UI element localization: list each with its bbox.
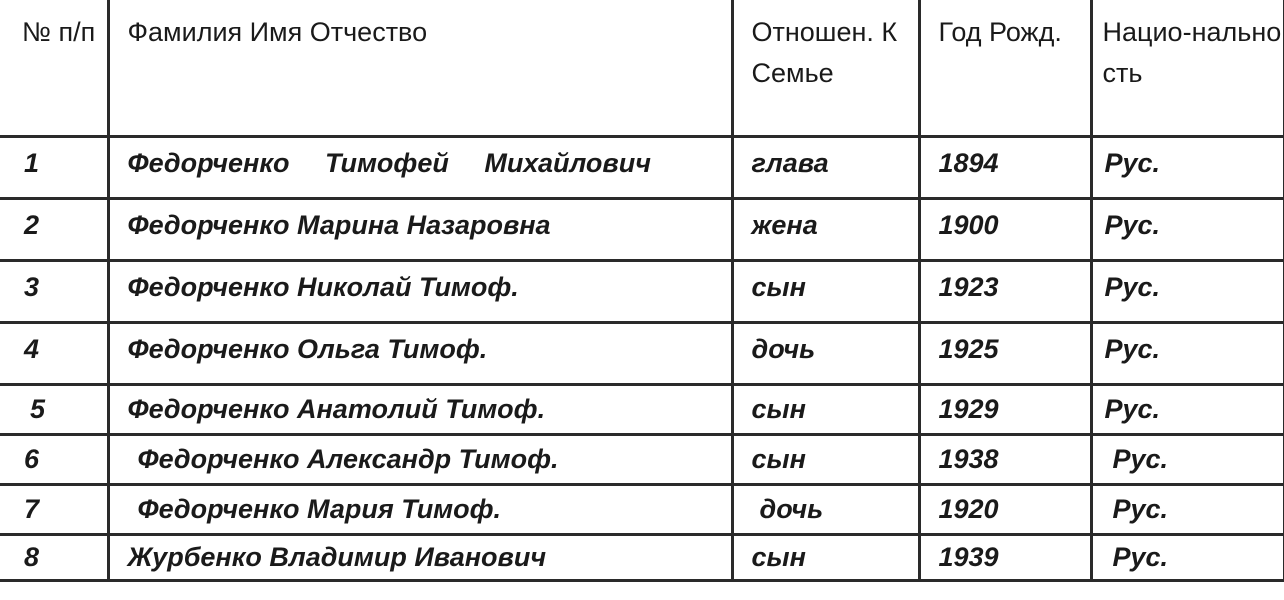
- cell-num: 8: [0, 534, 108, 580]
- cell-relation: глава: [732, 136, 919, 198]
- cell-relation: сын: [732, 384, 919, 434]
- cell-year: 1925: [919, 322, 1091, 384]
- cell-year: 1938: [919, 434, 1091, 484]
- cell-year: 1920: [919, 484, 1091, 534]
- cell-nationality: Рус.: [1091, 136, 1284, 198]
- cell-name: Федорченко Ольга Тимоф.: [108, 322, 732, 384]
- cell-num: 2: [0, 198, 108, 260]
- cell-year: 1929: [919, 384, 1091, 434]
- table-header-row: [0, 0, 1284, 136]
- cell-relation: сын: [732, 434, 919, 484]
- cell-nationality: Рус.: [1091, 384, 1284, 434]
- cell-name: Федорченко Анатолий Тимоф.: [108, 384, 732, 434]
- header-relation: Отношен. К Семье: [732, 0, 919, 136]
- cell-nationality: Рус.: [1091, 434, 1284, 484]
- cell-relation: сын: [732, 260, 919, 322]
- cell-year: 1939: [919, 534, 1091, 580]
- cell-name: Федорченко Тимофей Михайлович: [108, 136, 732, 198]
- cell-name: Федорченко Николай Тимоф.: [108, 260, 732, 322]
- cell-year: 1900: [919, 198, 1091, 260]
- cell-relation: сын: [732, 534, 919, 580]
- cell-num: 7: [0, 484, 108, 534]
- table-row: [0, 322, 1284, 384]
- cell-nationality: Рус.: [1091, 534, 1284, 580]
- cell-year: 1923: [919, 260, 1091, 322]
- cell-relation: дочь: [732, 322, 919, 384]
- cell-relation: жена: [732, 198, 919, 260]
- cell-year: 1894: [919, 136, 1091, 198]
- cell-nationality: Рус.: [1091, 198, 1284, 260]
- cell-name: Федорченко Марина Назаровна: [108, 198, 732, 260]
- table-row: [0, 434, 1284, 484]
- header-num: № п/п: [0, 0, 108, 136]
- cell-num: 6: [0, 434, 108, 484]
- table-row: [0, 484, 1284, 534]
- cell-relation: дочь: [732, 484, 919, 534]
- cell-num: 4: [0, 322, 108, 384]
- table-row: [0, 198, 1284, 260]
- cell-num: 1: [0, 136, 108, 198]
- cell-name: Федорченко Александр Тимоф.: [108, 434, 732, 484]
- header-nationality: Нацио-нальность: [1091, 0, 1284, 136]
- cell-nationality: Рус.: [1091, 484, 1284, 534]
- cell-nationality: Рус.: [1091, 260, 1284, 322]
- cell-nationality: Рус.: [1091, 322, 1284, 384]
- cell-num: 3: [0, 260, 108, 322]
- table-row: [0, 384, 1284, 434]
- cell-num: 5: [0, 384, 108, 434]
- table-row: [0, 260, 1284, 322]
- table-row: [0, 534, 1284, 580]
- header-name: Фамилия Имя Отчество: [108, 0, 732, 136]
- cell-name: Федорченко Мария Тимоф.: [108, 484, 732, 534]
- header-year: Год Рожд.: [919, 0, 1091, 136]
- table-row: [0, 136, 1284, 198]
- cell-name: Журбенко Владимир Иванович: [108, 534, 732, 580]
